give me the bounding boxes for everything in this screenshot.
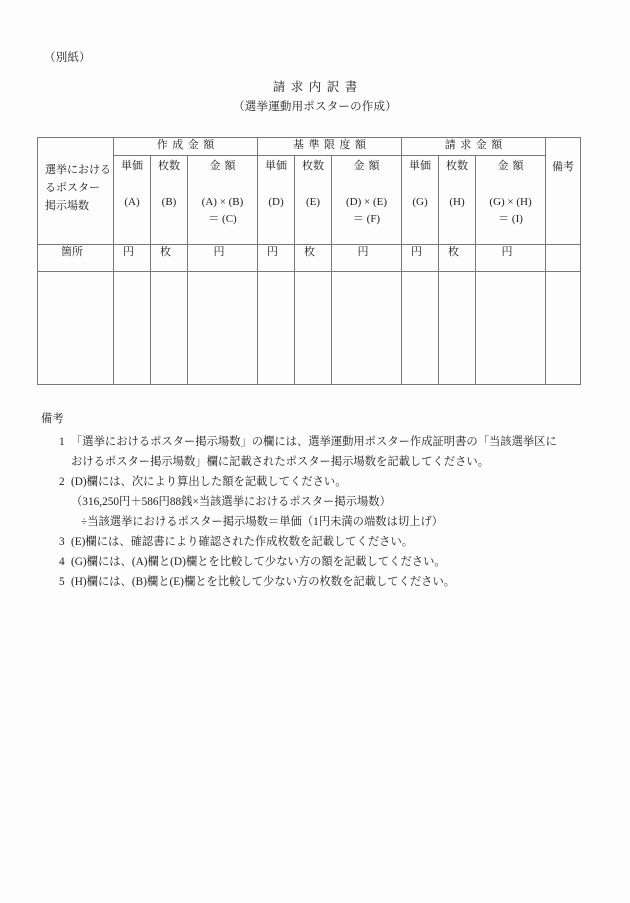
remarks-item-5 [41, 572, 601, 592]
unit-cell-claim-unit-price: 円 [402, 245, 439, 272]
unit-cell-production-amount: 円 [188, 245, 258, 272]
page-subtitle: （選挙運動用ポスターの作成） [233, 100, 397, 113]
venue-header-line-3: 掲示場数 [45, 199, 89, 212]
unit-cell-limit-unit-price: 円 [258, 245, 295, 272]
unit-cell-venue: 箇所 [38, 245, 114, 272]
remarks-item-number: 2 [59, 475, 65, 488]
unit-cell-claim-sheets: 枚 [439, 245, 476, 272]
page-title: 請求内訳書 [272, 80, 363, 94]
remarks-item-line: (E)欄には、確認書により確認された作成枚数を記載してください。 [71, 536, 414, 549]
sub-header-production-sheets: 枚数 (B) [151, 156, 188, 245]
remarks-item-line: （316,250円＋586円88銭×当該選挙におけるポスター掲示場数） [71, 495, 391, 508]
venue-header-line-1: 選挙における [45, 164, 111, 176]
remarks-item-line: ÷当該選挙におけるポスター掲示場数＝単価（1円未満の端数は切上げ） [81, 516, 444, 529]
entry-cell-remarks[interactable] [546, 272, 581, 385]
remarks-item-2 [41, 472, 601, 532]
remarks-item-line: (D)欄には、次により算出した額を記載してください。 [71, 475, 347, 488]
remarks-header-label: 備考 [552, 161, 575, 173]
unit-cell-remarks [546, 245, 581, 272]
entry-cell-production-sheets[interactable] [151, 272, 188, 385]
header-cell-remarks [546, 138, 581, 245]
group-header-standard-limit-amount: 基準限度額 [258, 138, 402, 156]
sub-header-limit-sheets: 枚数 (E) [295, 156, 332, 245]
entry-cell-limit-unit-price[interactable] [258, 272, 295, 385]
sub-header-claim-unit-price: 単価 (G) [402, 156, 439, 245]
header-cell-venue [38, 138, 114, 245]
sub-header-claim-sheets: 枚数 (H) [439, 156, 476, 245]
entry-cell-claim-sheets[interactable] [439, 272, 476, 385]
entry-cell-claim-amount[interactable] [476, 272, 546, 385]
remarks-item-number: 1 [59, 435, 65, 448]
sub-header-production-unit-price: 単価 (A) [114, 156, 151, 245]
remarks-item-3 [41, 532, 601, 552]
entry-cell-production-amount[interactable] [188, 272, 258, 385]
unit-cell-production-unit-price: 円 [114, 245, 151, 272]
table-group-header-row [38, 138, 581, 156]
entry-cell-production-unit-price[interactable] [114, 272, 151, 385]
unit-cell-limit-amount: 円 [332, 245, 402, 272]
attachment-label: （別紙） [44, 52, 91, 64]
remarks-item-line: 「選挙におけるポスター掲示場数」の欄には、選挙運動用ポスター作成証明書の「当該選挙区に [71, 435, 557, 448]
breakdown-table-wrapper [37, 137, 578, 385]
sub-header-claim-amount: 金額 (G) × (H) ＝ (I) [476, 156, 546, 245]
entry-cell-limit-sheets[interactable] [295, 272, 332, 385]
remarks-item-number: 5 [59, 576, 65, 589]
table-unit-row [38, 245, 581, 272]
sub-header-limit-unit-price: 単価 (D) [258, 156, 295, 245]
entry-cell-limit-amount[interactable] [332, 272, 402, 385]
remarks-item-line: (G)欄には、(A)欄と(D)欄とを比較して少ない方の額を記載してください。 [71, 556, 446, 569]
remarks-item-line: (H)欄には、(B)欄と(E)欄とを比較して少ない方の枚数を記載してください。 [71, 576, 456, 589]
table-entry-row [38, 272, 581, 385]
remarks-section-title: 備考 [41, 413, 64, 425]
remarks-item-4 [41, 552, 601, 572]
venue-header-line-2: るポスター [45, 181, 100, 194]
group-header-claim-amount: 請求金額 [402, 138, 546, 156]
remarks-item-number: 4 [59, 556, 65, 569]
sub-header-production-amount: 金額 (A) × (B) ＝ (C) [188, 156, 258, 245]
breakdown-table [37, 137, 581, 385]
group-header-production-amount: 作成金額 [114, 138, 258, 156]
sub-header-limit-amount: 金額 (D) × (E) ＝ (F) [332, 156, 402, 245]
remarks-section [41, 412, 601, 592]
remarks-item-number: 3 [59, 536, 65, 549]
title-block [0, 80, 630, 114]
unit-cell-limit-sheets: 枚 [295, 245, 332, 272]
remarks-item-line: おけるポスター掲示場数」欄に記載されたポスター掲示場数を記載してください。 [71, 455, 489, 468]
unit-cell-claim-amount: 円 [476, 245, 546, 272]
entry-cell-venue[interactable] [38, 272, 114, 385]
unit-cell-production-sheets: 枚 [151, 245, 188, 272]
entry-cell-claim-unit-price[interactable] [402, 272, 439, 385]
remarks-item-1 [41, 432, 601, 472]
table-sub-header-row [38, 156, 581, 245]
